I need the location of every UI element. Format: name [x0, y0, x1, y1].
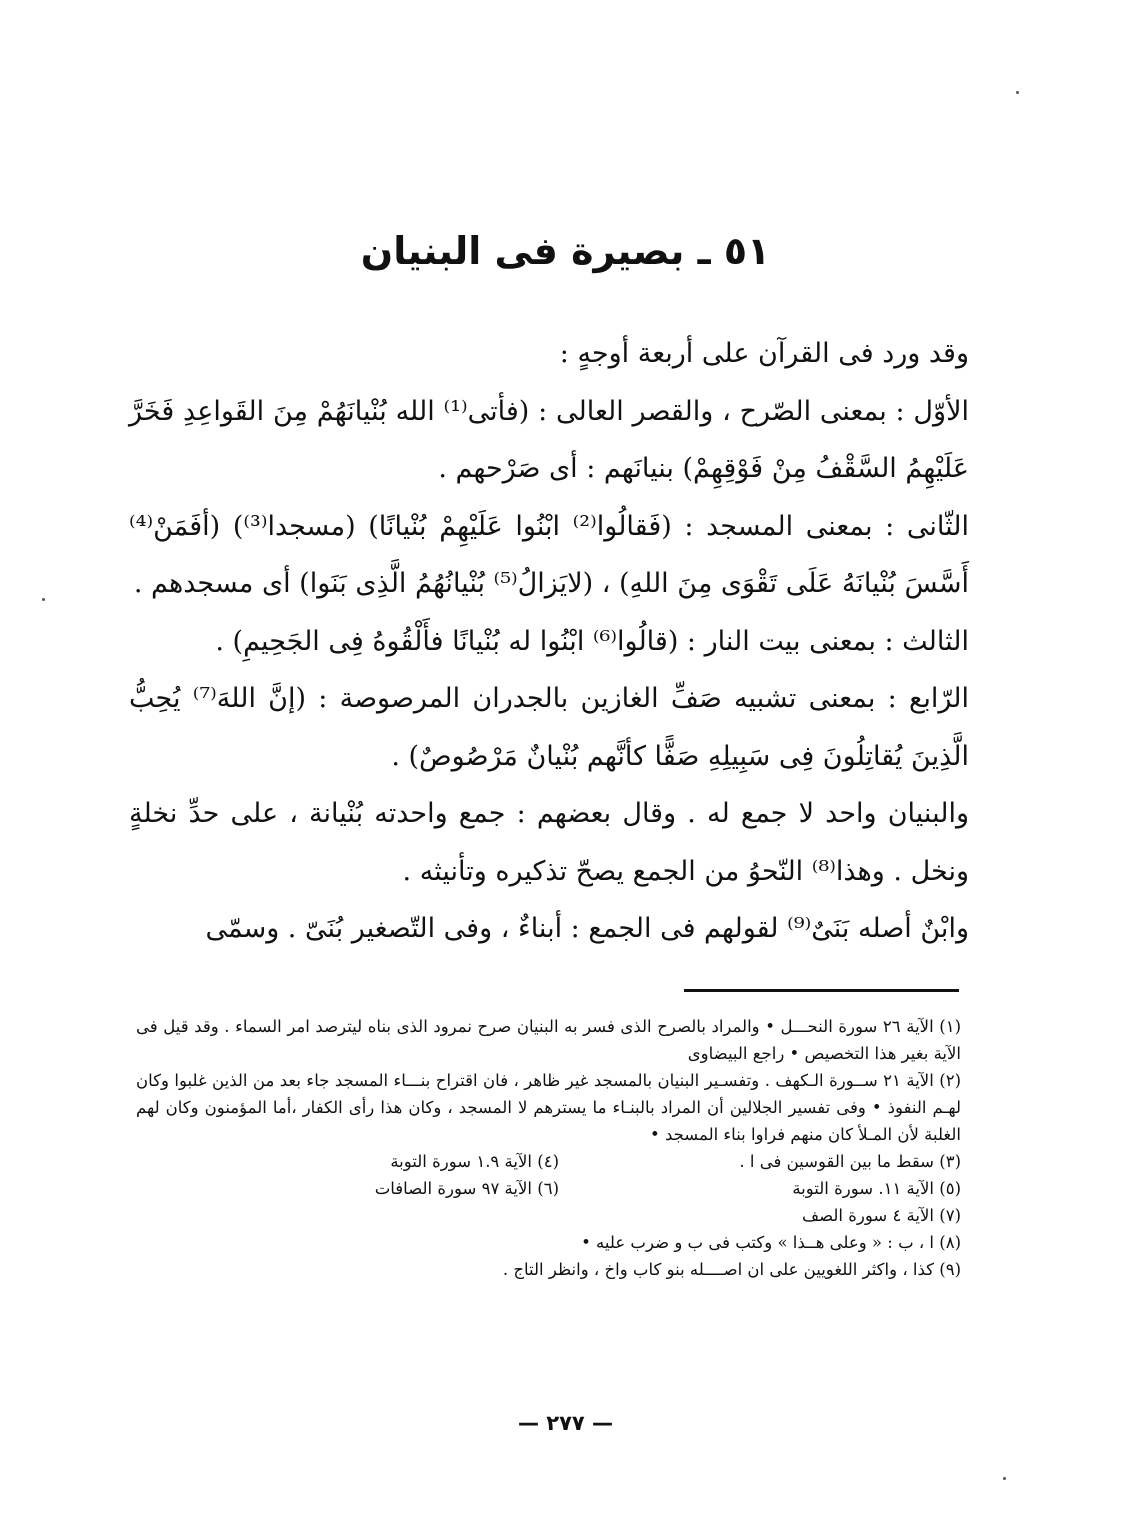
paragraph-third-meaning: الثالث : بمعنى بيت النار : (قالُوا⁽⁶⁾ ابْنُوا له بُنْيانًا فأَلْقُوهُ فِى الجَحِيمِ) .	[215, 625, 969, 657]
footnote-blank	[139, 1202, 559, 1229]
main-text	[129, 325, 969, 958]
chapter-title: ٥١ ـ بصيرة فى البنيان	[360, 229, 771, 273]
footnote-7: (٧) الآية ٤ سورة الصف	[801, 1206, 961, 1225]
footnote-4: (٤) الآية ١.٩ سورة التوبة	[390, 1152, 559, 1171]
paragraph-ibn-origin: وابْنٌ أصله بَنَىٌ⁽⁹⁾ لقولهم فى الجمع : أبناءٌ ، وفى التّصغير بُنَىّ . وسمّى	[205, 913, 969, 944]
footnote-9: (٩) كذا ، واكثر اللغويين على ان اصــــله بنو كاب واخ ، وانظر التاج .	[502, 1260, 961, 1279]
footnote-8: (٨) ا ، ب : « وعلى هــذا » وكتب فى ب و ضرب عليه •	[581, 1233, 961, 1252]
paragraph-intro: وقد ورد فى القرآن على أربعة أوجهٍ :	[559, 338, 969, 369]
scan-speck	[1016, 91, 1019, 94]
footnote-separator	[684, 989, 959, 992]
footnote-grid	[136, 1148, 961, 1229]
footnote-6: (٦) الآية ٩٧ سورة الصافات	[374, 1179, 559, 1198]
paragraph-second-meaning: الثّانى : بمعنى المسجد : (فَقالُوا⁽²⁾ ابْنُوا عَلَيْهِمْ بُنْيانًا) (مسجدا⁽³⁾) (أفَمَنْ⁽⁴⁾ أَسَّسَ بُنْيانَهُ عَلَى تَقْوَى مِنَ اللهِ) ، (لايَزالُ⁽⁵⁾ بُنْيانُهُمُ الَّذِى بَنَوا) أى مسجدهم .	[129, 510, 969, 599]
paragraph-singular-plural: والبنيان واحد لا جمع له . وقال بعضهم : جمع واحدته بُنْيانة ، على حدِّ نخلةٍ ونخل . وهذا⁽⁸⁾ النّحوُ من الجمع يصحّ تذكيره وتأنيثه .	[129, 798, 969, 887]
footnote-2: (٢) الآية ٢١ ســورة الـكهف . وتفسـير البنيان بالمسجد غير ظاهر ، فان اقتراح بنـــاء المسجد جاء بعد من الذين غلبوا وكان لهـم النفوذ • وفى تفسير الجلالين أن المراد بالبنـاء ما يسترهم لا المسجد ، وكان هذا رأى الكفار ،أما المؤمنون وكان لهم الغلبة لأن المـلأ كان منهم فراوا بناء المسجد •	[136, 1071, 961, 1144]
paragraph-first-meaning: الأوّل : بمعنى الصّرح ، والقصر العالى : (فأتى⁽¹⁾ الله بُنْيانَهُمْ مِنَ القَواعِدِ فَخَرَّ عَلَيْهِمُ السَّقْفُ مِنْ فَوْقِهِمْ) بنيانَهم : أى صَرْحهم .	[129, 395, 969, 484]
scan-speck	[1003, 1477, 1006, 1480]
page-number: — ٢٧٧ —	[517, 1411, 614, 1435]
scan-speck	[42, 598, 45, 601]
paragraph-fourth-meaning: الرّابع : بمعنى تشبيه صَفِّ الغازين بالجدران المرصوصة : (إنَّ اللهَ⁽⁷⁾ يُحِبُّ الَّذِينَ يُقاتِلُونَ فِى سَبِيلِهِ صَفًّا كأنَّهم بُنْيانٌ مَرْصُوصٌ) .	[129, 683, 970, 772]
footnotes	[136, 1013, 961, 1283]
footnote-5: (٥) الآية ١١. سورة التوبة	[792, 1179, 961, 1198]
footnote-3: (٣) سقط ما بين القوسين فى ا .	[739, 1152, 961, 1171]
footnote-1: (١) الآية ٢٦ سورة النحـــل • والمراد بالصرح الذى فسر به البنيان صرح نمرود الذى بناه ليترصد امر السماء . وقد قيل فى الآية بغير هذا التخصيص • راجع البيضاوى	[136, 1017, 961, 1063]
